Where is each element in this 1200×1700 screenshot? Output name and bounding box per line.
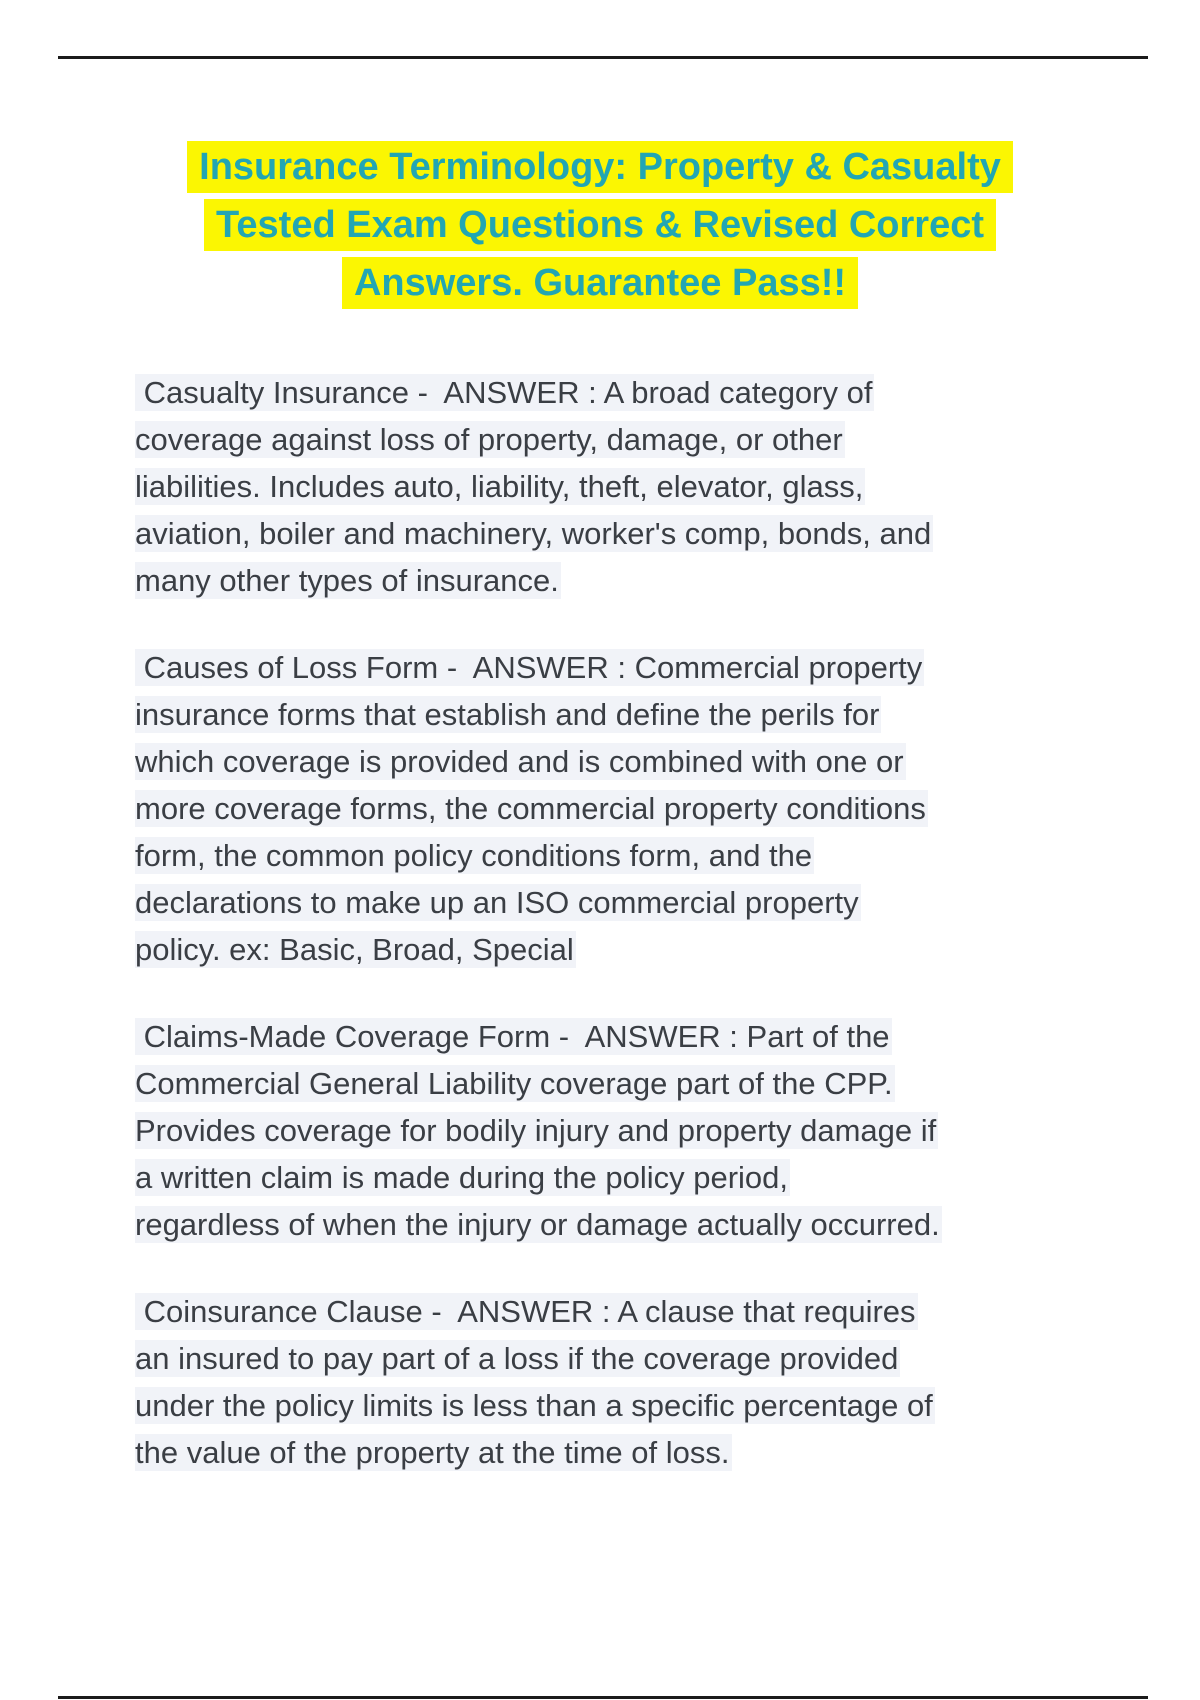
title-line — [0, 141, 1200, 193]
paragraph-line-text: regardless of when the injury or damage actually occurred. — [135, 1207, 940, 1242]
paragraph-line — [135, 1016, 1145, 1063]
paragraph-line-text: which coverage is provided and is combined with one or — [135, 744, 904, 779]
paragraph-line-text: Coinsurance Clause - ANSWER : A clause that requires — [135, 1294, 916, 1329]
paragraph-line — [135, 647, 1145, 694]
paragraph-line-text: Claims-Made Coverage Form - ANSWER : Part of the — [135, 1019, 890, 1054]
paragraph-line-text: the value of the property at the time of loss. — [135, 1435, 730, 1470]
paragraph-line — [135, 1063, 1145, 1110]
paragraph-line-text: Commercial General Liability coverage part of the CPP. — [135, 1066, 893, 1101]
title-line — [0, 199, 1200, 251]
paragraph-line — [135, 882, 1145, 929]
paragraph-line-text: declarations to make up an ISO commercial property — [135, 885, 859, 920]
paragraph-line-text: liabilities. Includes auto, liability, theft, elevator, glass, — [135, 469, 864, 504]
qa-paragraph — [135, 1291, 1145, 1479]
paragraph-line — [135, 513, 1145, 560]
document-body — [135, 372, 1145, 1519]
paragraph-line-text: policy. ex: Basic, Broad, Special — [135, 932, 574, 967]
paragraph-line-text: a written claim is made during the policy period, — [135, 1160, 789, 1195]
paragraph-line — [135, 419, 1145, 466]
paragraph-line — [135, 372, 1145, 419]
paragraph-line-text: insurance forms that establish and define the perils for — [135, 697, 880, 732]
paragraph-line-text: many other types of insurance. — [135, 563, 559, 598]
paragraph-line-text: more coverage forms, the commercial property conditions — [135, 791, 926, 826]
top-rule — [58, 56, 1148, 59]
paragraph-line-text: Casualty Insurance - ANSWER : A broad category of — [135, 375, 873, 410]
paragraph-line — [135, 694, 1145, 741]
paragraph-line — [135, 835, 1145, 882]
paragraph-line-text: aviation, boiler and machinery, worker's comp, bonds, and — [135, 516, 932, 551]
paragraph-line-text: Causes of Loss Form - ANSWER : Commercial property — [135, 650, 923, 685]
paragraph-line — [135, 1432, 1145, 1479]
qa-paragraph — [135, 647, 1145, 976]
qa-paragraph — [135, 1016, 1145, 1251]
paragraph-line-text: an insured to pay part of a loss if the coverage provided — [135, 1341, 899, 1376]
paragraph-line — [135, 1110, 1145, 1157]
paragraph-line — [135, 1385, 1145, 1432]
paragraph-line-text: Provides coverage for bodily injury and property damage if — [135, 1113, 937, 1148]
qa-paragraph — [135, 372, 1145, 607]
paragraph-line — [135, 466, 1145, 513]
paragraph-line — [135, 1204, 1145, 1251]
title-line-text: Answers. Guarantee Pass!! — [342, 257, 858, 309]
paragraph-line — [135, 560, 1145, 607]
paragraph-line — [135, 1291, 1145, 1338]
paragraph-line-text: coverage against loss of property, damage, or other — [135, 422, 843, 457]
document-title — [0, 141, 1200, 315]
paragraph-line — [135, 929, 1145, 976]
title-line — [0, 257, 1200, 309]
title-line-text: Insurance Terminology: Property & Casualty — [187, 141, 1013, 193]
paragraph-line — [135, 1338, 1145, 1385]
paragraph-line-text: form, the common policy conditions form, and the — [135, 838, 813, 873]
paragraph-line — [135, 788, 1145, 835]
bottom-rule — [58, 1696, 1148, 1699]
title-line-text: Tested Exam Questions & Revised Correct — [204, 199, 996, 251]
paragraph-line-text: under the policy limits is less than a specific percentage of — [135, 1388, 933, 1423]
paragraph-line — [135, 1157, 1145, 1204]
paragraph-line — [135, 741, 1145, 788]
